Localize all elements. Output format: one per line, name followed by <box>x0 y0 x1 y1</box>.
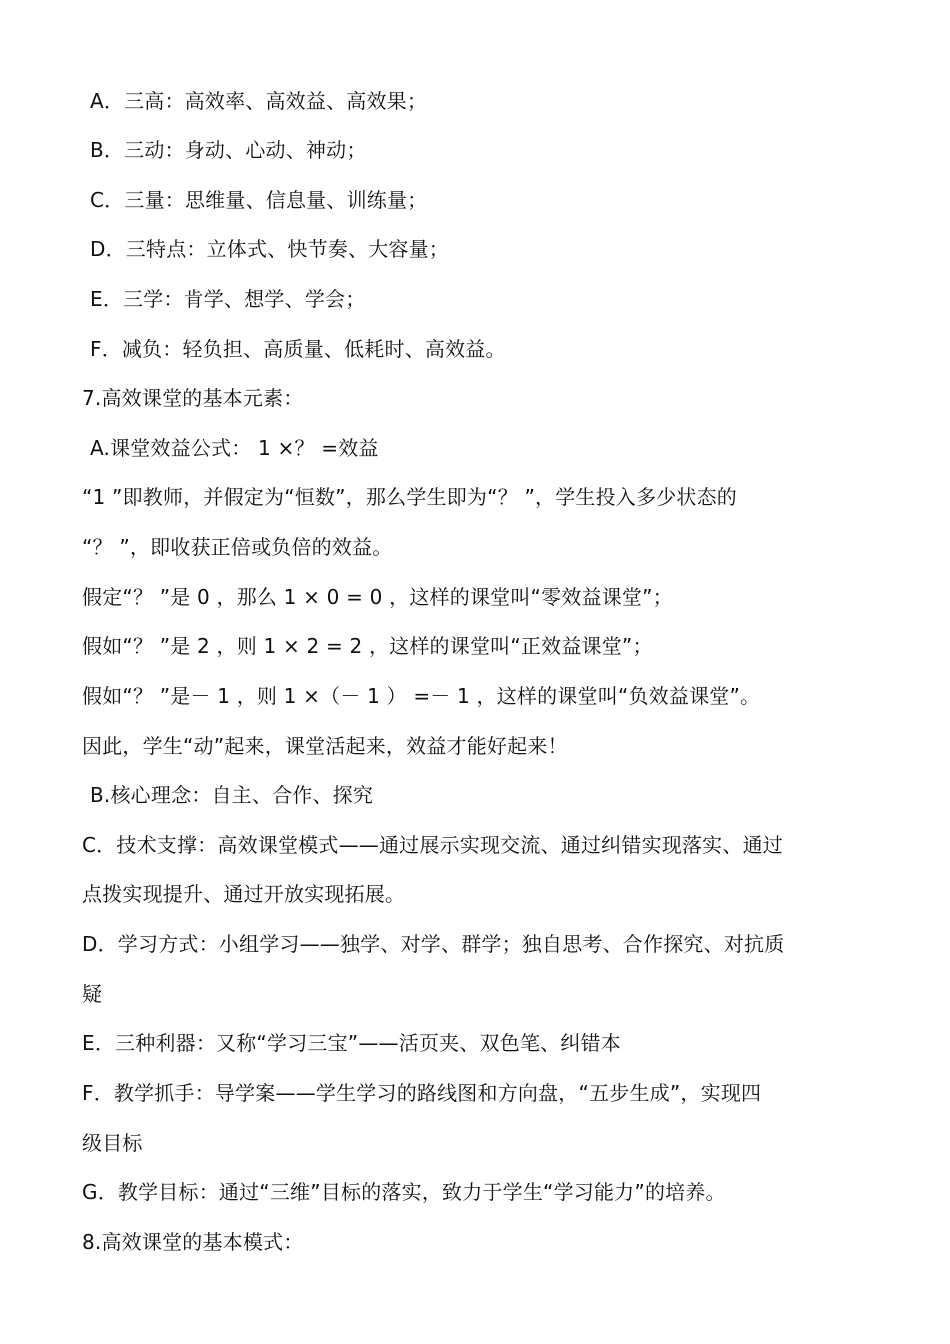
list-item-d-three-features: D．三特点：立体式、快节奏、大容量； <box>90 237 450 261</box>
paragraph-line: 级目标 <box>82 1131 143 1155</box>
paragraph-line: 假如“？ ”是 2 ，则 1 × 2 = 2 ，这样的课堂叫“正效益课堂”； <box>82 634 653 658</box>
paragraph-line: “1 ”即教师，并假定为“恒数”，那么学生即为“？ ”，学生投入多少状态的 <box>82 485 738 509</box>
section-heading-8: 8.高效课堂的基本模式： <box>82 1230 304 1254</box>
paragraph-line: D．学习方式：小组学习——独学、对学、群学；独自思考、合作探究、对抗质 <box>82 932 785 956</box>
list-item-c-three-quantities: C．三量：思维量、信息量、训练量； <box>90 188 428 212</box>
list-item-b-three-moves: B．三动：身动、心动、神动； <box>90 138 367 162</box>
paragraph-line: 假如“？ ”是－ 1 ，则 1 ×（－ 1 ） =－ 1 ，这样的课堂叫“负效益课堂”。 <box>82 684 761 708</box>
paragraph-line: E．三种利器：又称“学习三宝”——活页夹、双色笔、纠错本 <box>82 1031 621 1055</box>
section-heading-7: 7.高效课堂的基本元素： <box>82 386 304 410</box>
list-item-a-three-highs: A．三高：高效率、高效益、高效果； <box>90 89 428 113</box>
core-concept-line: B.核心理念：自主、合作、探究 <box>90 783 374 807</box>
list-item-f-reduce-burden: F．减负：轻负担、高质量、低耗时、高效益。 <box>90 337 506 361</box>
paragraph-line: C．技术支撑：高效课堂模式——通过展示实现交流、通过纠错实现落实、通过 <box>82 833 783 857</box>
paragraph-line: 点拨实现提升、通过开放实现拓展。 <box>82 882 406 906</box>
paragraph-line: F．教学抓手：导学案——学生学习的路线图和方向盘，“五步生成”，实现四 <box>82 1081 762 1105</box>
paragraph-line: “？ ”，即收获正倍或负倍的效益。 <box>82 535 393 559</box>
paragraph-line: 疑 <box>82 982 103 1006</box>
formula-line: A.课堂效益公式： 1 ×？ =效益 <box>90 436 379 460</box>
paragraph-line: 因此，学生“动”起来，课堂活起来，效益才能好起来！ <box>82 734 568 758</box>
paragraph-line: G．教学目标：通过“三维”目标的落实，致力于学生“学习能力”的培养。 <box>82 1180 726 1204</box>
list-item-e-three-learn: E．三学：肯学、想学、学会； <box>90 287 366 311</box>
paragraph-line: 假定“？ ”是 0 ，那么 1 × 0 = 0 ，这样的课堂叫“零效益课堂”； <box>82 585 673 609</box>
